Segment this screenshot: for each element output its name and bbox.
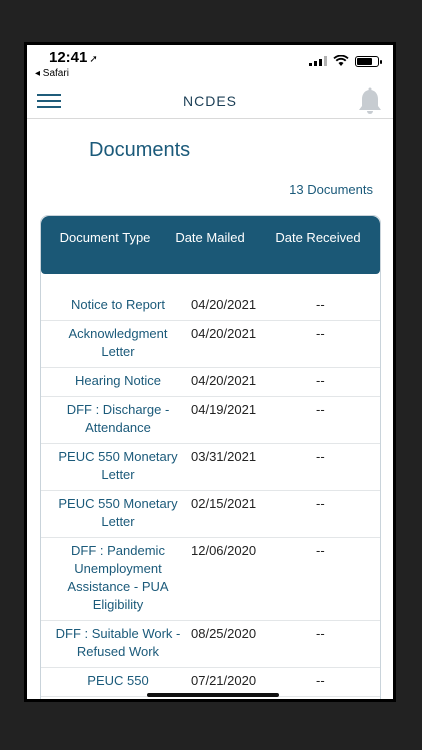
status-time-text: 12:41	[49, 49, 88, 66]
cellular-signal-icon	[309, 56, 327, 66]
date-received: --	[316, 673, 325, 688]
table-rows	[41, 292, 380, 697]
date-mailed: 07/21/2020	[191, 673, 257, 688]
table-row[interactable]	[41, 292, 380, 321]
date-received: --	[316, 496, 325, 511]
documents-count: 13 Documents	[289, 182, 373, 197]
table-header	[41, 216, 380, 274]
header-document-type: Document Type	[59, 230, 151, 245]
bell-icon[interactable]	[357, 87, 383, 115]
date-mailed: 03/31/2021	[191, 449, 257, 464]
home-indicator[interactable]	[147, 693, 279, 697]
date-mailed: 04/20/2021	[191, 326, 257, 341]
header-date-mailed: Date Mailed	[175, 230, 245, 245]
phone-frame	[24, 42, 396, 702]
date-mailed: 02/15/2021	[191, 496, 257, 511]
table-row[interactable]	[41, 397, 380, 444]
app-screen	[27, 45, 393, 699]
wifi-icon	[333, 55, 349, 67]
page-title: Documents	[89, 139, 191, 161]
status-bar	[27, 45, 393, 83]
status-icons	[309, 55, 379, 67]
document-type-link[interactable]: PEUC 550	[87, 673, 149, 688]
battery-icon	[355, 56, 379, 67]
date-mailed: 04/19/2021	[191, 402, 257, 417]
table-row[interactable]	[41, 368, 380, 397]
date-received: --	[316, 543, 325, 558]
date-received: --	[316, 626, 325, 641]
table-row[interactable]	[41, 444, 380, 491]
date-mailed: 04/20/2021	[191, 373, 257, 388]
date-mailed: 04/20/2021	[191, 297, 257, 312]
document-type-link[interactable]: Acknowledgment Letter	[68, 326, 168, 359]
back-to-safari-link[interactable]: ◂ Safari	[35, 68, 69, 79]
document-type-link[interactable]: Notice to Report	[71, 297, 165, 312]
document-type-link[interactable]: DFF : Suitable Work - Refused Work	[55, 626, 181, 659]
documents-table	[40, 215, 381, 699]
document-type-link[interactable]: DFF : Discharge - Attendance	[66, 402, 170, 435]
date-mailed: 12/06/2020	[191, 543, 257, 558]
status-time	[49, 49, 98, 66]
header-date-received: Date Received	[275, 230, 361, 245]
table-row[interactable]	[41, 321, 380, 368]
date-mailed: 08/25/2020	[191, 626, 257, 641]
app-title: NCDES	[182, 93, 237, 109]
document-type-link[interactable]: Hearing Notice	[75, 373, 161, 388]
location-arrow-icon: ➚	[89, 54, 98, 65]
nav-bar	[27, 83, 393, 119]
table-row[interactable]	[41, 538, 380, 621]
table-row[interactable]	[41, 621, 380, 668]
date-received: --	[316, 326, 325, 341]
document-type-link[interactable]: DFF : Pandemic Unemployment Assistance - PUA Eligibility	[67, 543, 169, 612]
table-row[interactable]	[41, 491, 380, 538]
document-type-link[interactable]: PEUC 550 Monetary Letter	[58, 449, 178, 482]
date-received: --	[316, 373, 325, 388]
document-type-link[interactable]: PEUC 550 Monetary Letter	[58, 496, 178, 529]
date-received: --	[316, 297, 325, 312]
date-received: --	[316, 449, 325, 464]
date-received: --	[316, 402, 325, 417]
